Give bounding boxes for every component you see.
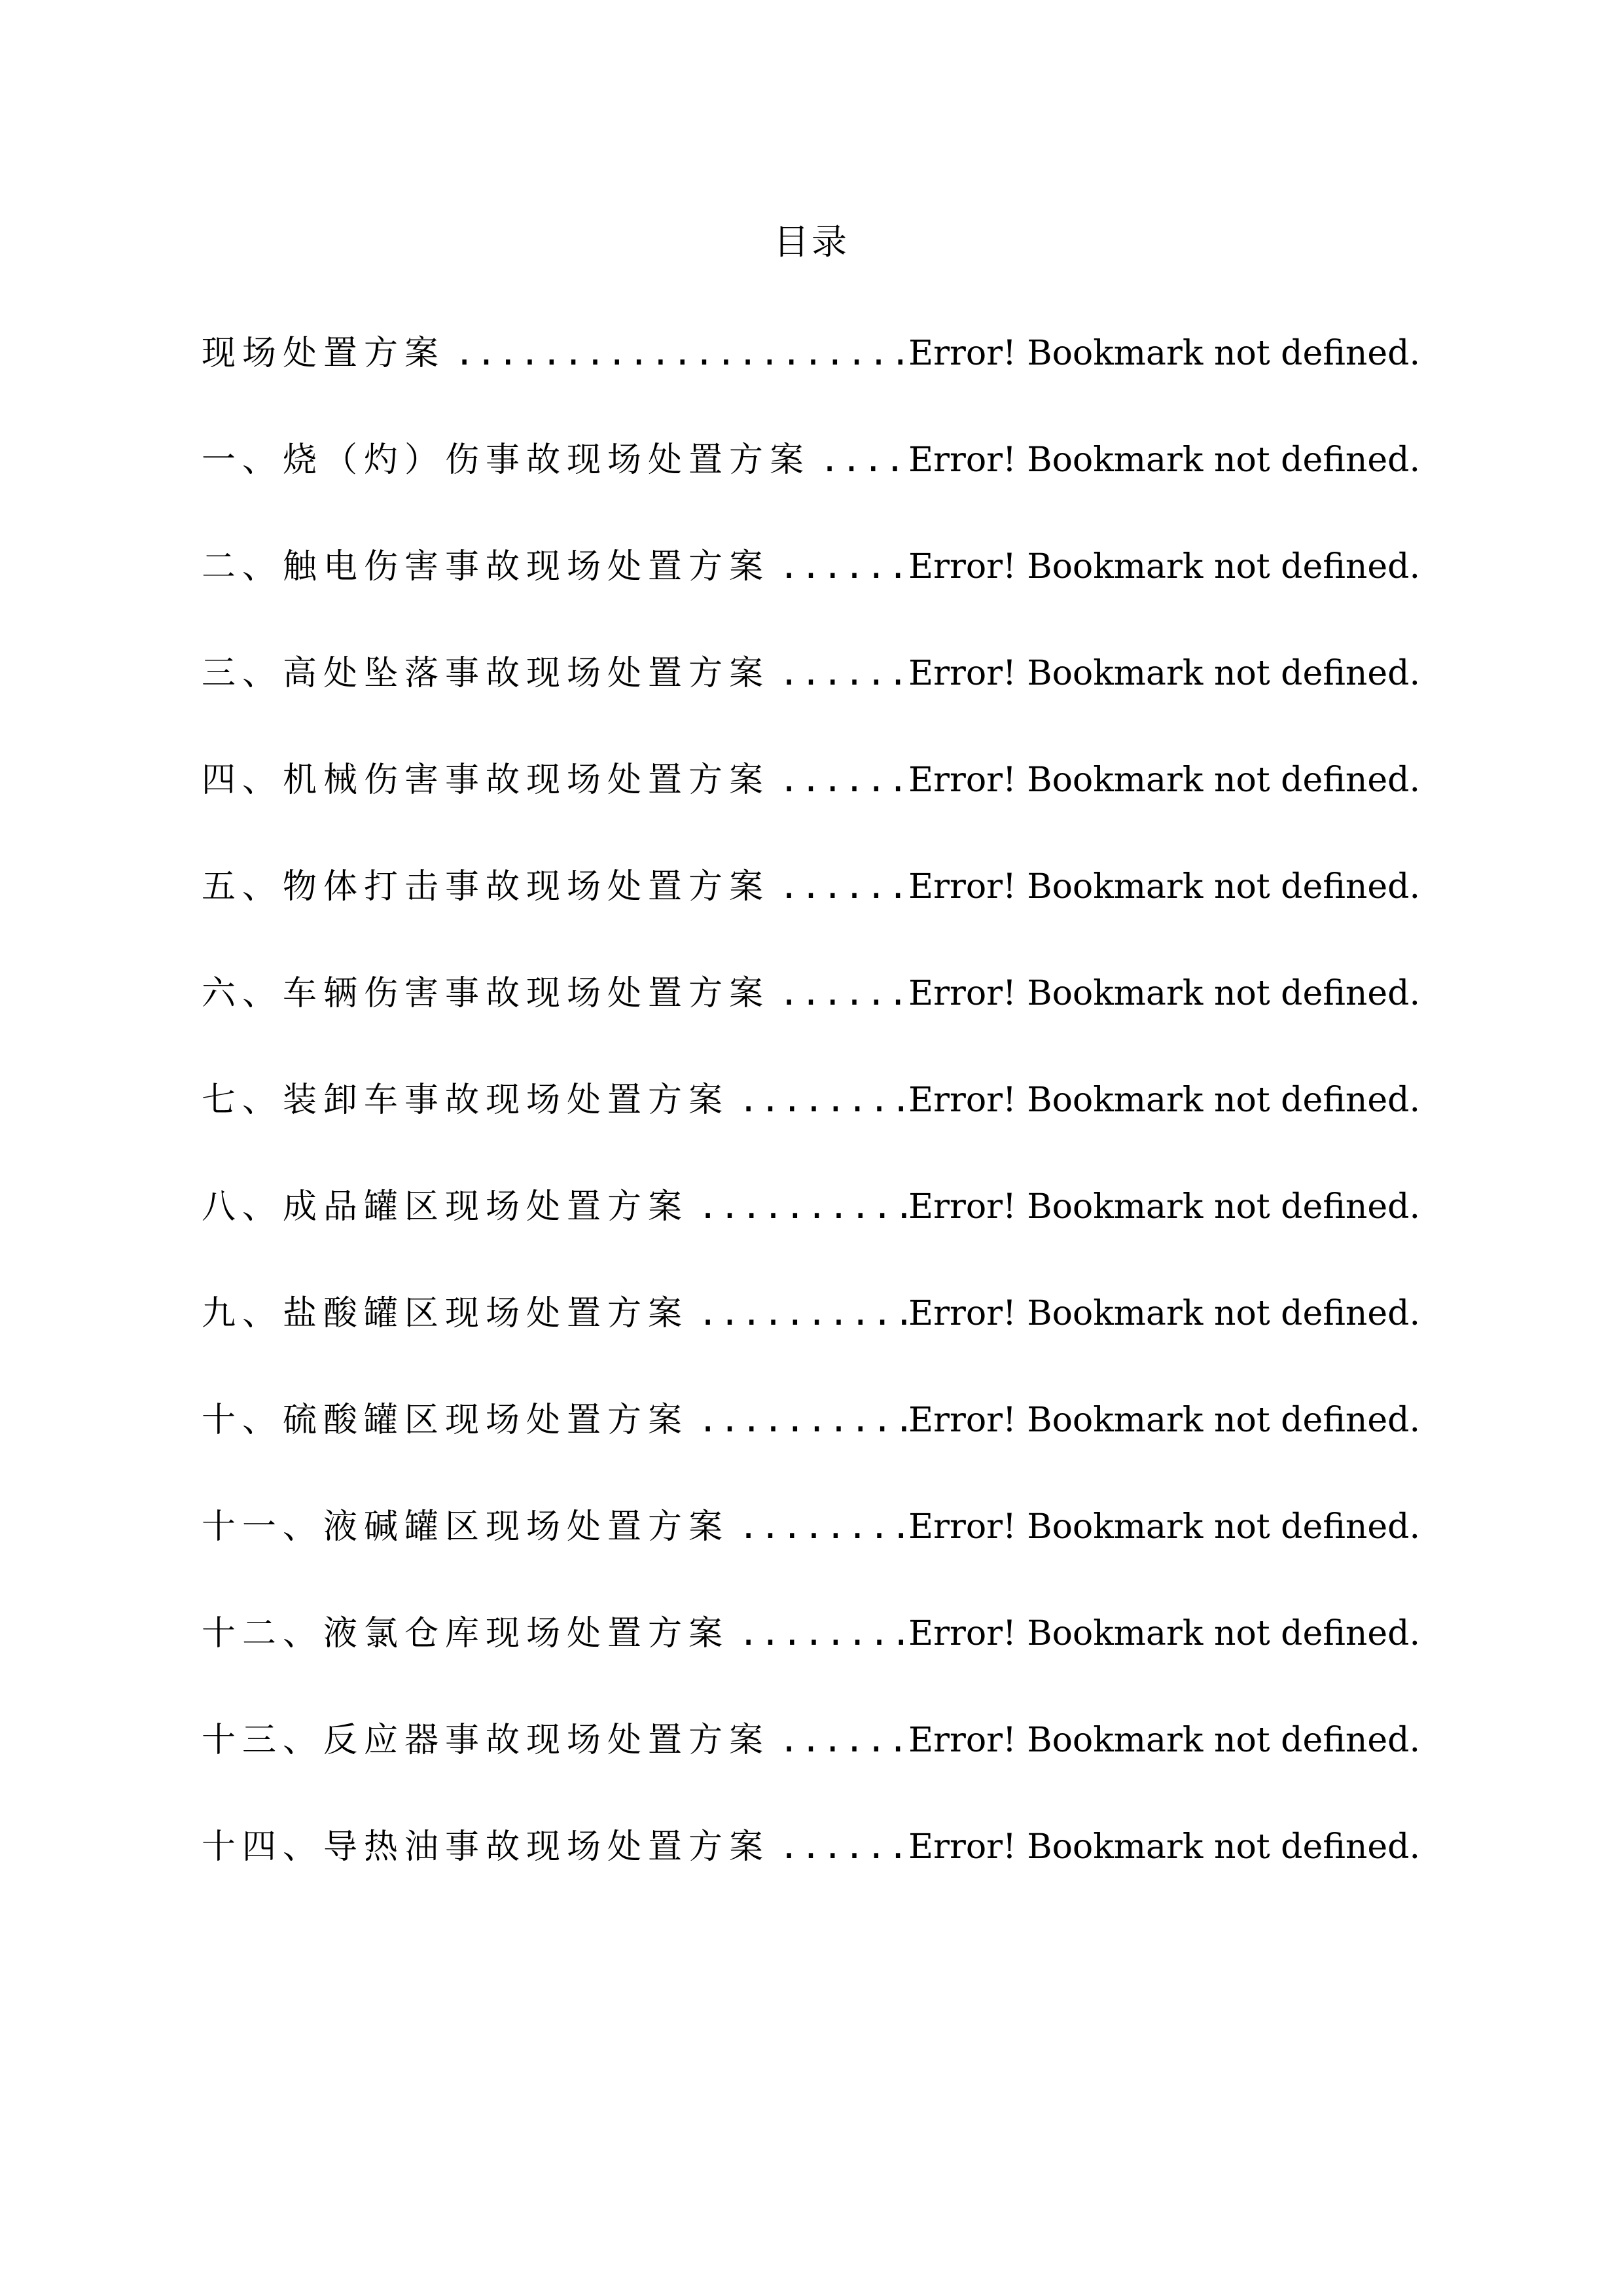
toc-entry-label: 一、烧（灼）伤事故现场处置方案 <box>202 440 811 480</box>
toc-entry-label: 现场处置方案 <box>202 334 446 373</box>
toc-entry-page-ref: Error! Bookmark not defined. <box>908 1721 1420 1760</box>
toc-entry-page-ref: Error! Bookmark not defined. <box>908 334 1420 373</box>
toc-entry-label: 十、硫酸罐区现场处置方案 <box>202 1401 689 1440</box>
toc-title: 目录 <box>774 221 849 262</box>
toc-dot-leader <box>770 1821 908 1873</box>
toc-entry[interactable] <box>202 1501 1420 1607</box>
toc-entry[interactable] <box>202 1394 1420 1501</box>
toc-dot-leader <box>770 1714 908 1767</box>
toc-dot-leader <box>810 434 908 486</box>
toc-dot-leader <box>688 1181 908 1233</box>
toc-entry-page-ref: Error! Bookmark not defined. <box>908 547 1420 586</box>
toc-entry[interactable] <box>202 1821 1420 1928</box>
toc-entry-label: 五、物体打击事故现场处置方案 <box>202 867 770 906</box>
toc-entry[interactable] <box>202 434 1420 541</box>
toc-entry-label: 七、装卸车事故现场处置方案 <box>202 1081 730 1120</box>
toc-dot-leader <box>688 1394 908 1446</box>
toc-entry[interactable] <box>202 1714 1420 1821</box>
toc-dot-leader <box>770 541 908 593</box>
toc-entry-page-ref: Error! Bookmark not defined. <box>908 654 1420 693</box>
toc-entry-page-ref: Error! Bookmark not defined. <box>908 761 1420 800</box>
toc-dot-leader <box>729 1074 908 1126</box>
toc-entry-page-ref: Error! Bookmark not defined. <box>908 1187 1420 1227</box>
toc-entry[interactable] <box>202 861 1420 967</box>
toc-entry[interactable] <box>202 1607 1420 1714</box>
toc-entry[interactable] <box>202 1181 1420 1287</box>
toc-list <box>202 327 1420 1928</box>
toc-dot-leader <box>445 327 908 380</box>
toc-entry-page-ref: Error! Bookmark not defined. <box>908 974 1420 1013</box>
toc-entry-label: 十二、液氯仓库现场处置方案 <box>202 1614 730 1653</box>
toc-entry-label: 十一、液碱罐区现场处置方案 <box>202 1507 730 1547</box>
toc-entry-page-ref: Error! Bookmark not defined. <box>908 1294 1420 1333</box>
toc-entry-page-ref: Error! Bookmark not defined. <box>908 867 1420 906</box>
toc-entry[interactable] <box>202 327 1420 434</box>
toc-dot-leader <box>688 1287 908 1340</box>
toc-dot-leader <box>729 1607 908 1660</box>
toc-entry[interactable] <box>202 541 1420 647</box>
toc-entry-page-ref: Error! Bookmark not defined. <box>908 1401 1420 1440</box>
toc-entry-page-ref: Error! Bookmark not defined. <box>908 1827 1420 1867</box>
toc-entry[interactable] <box>202 647 1420 754</box>
toc-entry-label: 二、触电伤害事故现场处置方案 <box>202 547 770 586</box>
toc-entry[interactable] <box>202 967 1420 1074</box>
toc-entry-label: 十三、反应器事故现场处置方案 <box>202 1721 770 1760</box>
toc-entry-label: 四、机械伤害事故现场处置方案 <box>202 761 770 800</box>
toc-dot-leader <box>770 647 908 700</box>
toc-entry-label: 九、盐酸罐区现场处置方案 <box>202 1294 689 1333</box>
toc-entry[interactable] <box>202 754 1420 861</box>
toc-entry-label: 八、成品罐区现场处置方案 <box>202 1187 689 1227</box>
toc-entry-page-ref: Error! Bookmark not defined. <box>908 1507 1420 1547</box>
toc-dot-leader <box>770 967 908 1020</box>
toc-dot-leader <box>729 1501 908 1553</box>
toc-entry-page-ref: Error! Bookmark not defined. <box>908 1081 1420 1120</box>
toc-entry-page-ref: Error! Bookmark not defined. <box>908 440 1420 480</box>
toc-entry-label: 十四、导热油事故现场处置方案 <box>202 1827 770 1867</box>
toc-entry-label: 三、高处坠落事故现场处置方案 <box>202 654 770 693</box>
toc-entry[interactable] <box>202 1287 1420 1394</box>
toc-entry[interactable] <box>202 1074 1420 1181</box>
toc-entry-label: 六、车辆伤害事故现场处置方案 <box>202 974 770 1013</box>
toc-dot-leader <box>770 754 908 806</box>
toc-entry-page-ref: Error! Bookmark not defined. <box>908 1614 1420 1653</box>
toc-dot-leader <box>770 861 908 913</box>
